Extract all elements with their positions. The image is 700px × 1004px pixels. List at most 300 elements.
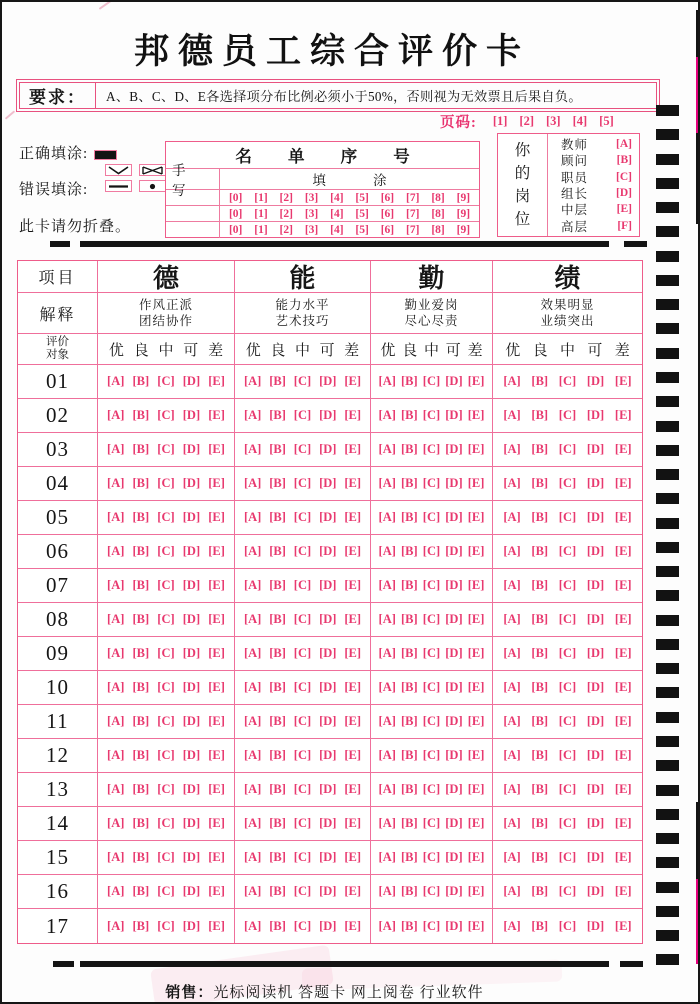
option-bubble[interactable]: [E] bbox=[467, 918, 485, 933]
option-bubble[interactable]: [C] bbox=[157, 408, 175, 422]
page-number-bubble[interactable]: [3] bbox=[546, 113, 561, 128]
option-bubble[interactable]: [C] bbox=[422, 476, 441, 490]
option-bubble[interactable]: [E] bbox=[614, 646, 632, 660]
option-bubble[interactable]: [E] bbox=[208, 816, 225, 830]
option-bubble[interactable]: [B] bbox=[132, 578, 150, 592]
digit-bubble[interactable]: [2] bbox=[279, 191, 293, 204]
option-bubble[interactable]: [B] bbox=[401, 918, 418, 933]
digit-bubble[interactable]: [7] bbox=[406, 224, 420, 236]
digit-bubble[interactable]: [3] bbox=[304, 207, 319, 220]
option-bubble[interactable]: [C] bbox=[558, 612, 577, 626]
digit-bubble[interactable]: [0] bbox=[228, 224, 243, 236]
option-bubble[interactable]: [B] bbox=[269, 408, 286, 422]
digit-bubble[interactable]: [6] bbox=[380, 191, 395, 204]
option-bubble[interactable]: [B] bbox=[401, 646, 418, 660]
option-bubble[interactable]: [D] bbox=[182, 510, 201, 524]
option-bubble[interactable]: [E] bbox=[208, 578, 225, 592]
option-bubble[interactable]: [B] bbox=[132, 816, 150, 830]
option-bubble[interactable]: [E] bbox=[614, 476, 632, 490]
option-bubble[interactable]: [E] bbox=[614, 612, 632, 626]
option-bubble[interactable]: [C] bbox=[558, 714, 577, 728]
option-bubble[interactable]: [D] bbox=[586, 782, 605, 796]
option-bubble[interactable]: [D] bbox=[182, 680, 201, 694]
option-bubble[interactable]: [D] bbox=[445, 714, 463, 728]
option-bubble[interactable]: [D] bbox=[319, 544, 337, 558]
option-bubble[interactable]: [A] bbox=[378, 748, 396, 762]
option-bubble[interactable]: [D] bbox=[182, 408, 201, 422]
option-bubble[interactable]: [E] bbox=[614, 918, 632, 933]
option-bubble[interactable]: [B] bbox=[269, 918, 286, 933]
option-bubble[interactable]: [D] bbox=[319, 884, 337, 898]
option-bubble[interactable]: [C] bbox=[157, 748, 175, 762]
option-bubble[interactable]: [B] bbox=[132, 612, 150, 626]
option-bubble[interactable]: [E] bbox=[344, 884, 361, 898]
digit-bubble[interactable]: [1] bbox=[254, 191, 268, 204]
option-bubble[interactable]: [D] bbox=[445, 442, 463, 456]
option-bubble[interactable]: [E] bbox=[344, 442, 361, 456]
option-bubble[interactable]: [C] bbox=[558, 408, 577, 422]
option-bubble[interactable]: [C] bbox=[293, 476, 312, 490]
digit-bubble[interactable]: [0] bbox=[228, 191, 243, 204]
option-bubble[interactable]: [A] bbox=[243, 374, 262, 388]
option-bubble[interactable]: [A] bbox=[243, 816, 262, 830]
option-bubble[interactable]: [D] bbox=[445, 578, 463, 592]
option-bubble[interactable]: [E] bbox=[344, 510, 361, 524]
option-bubble[interactable]: [C] bbox=[157, 578, 175, 592]
option-bubble[interactable]: [A] bbox=[107, 374, 125, 388]
option-bubble[interactable]: [C] bbox=[558, 884, 577, 898]
option-bubble[interactable]: [D] bbox=[182, 918, 201, 933]
option-bubble[interactable]: [C] bbox=[422, 850, 441, 864]
option-bubble[interactable]: [B] bbox=[401, 476, 418, 490]
option-bubble[interactable]: [E] bbox=[467, 442, 485, 456]
option-bubble[interactable]: [C] bbox=[558, 918, 577, 933]
option-bubble[interactable]: [B] bbox=[269, 374, 286, 388]
option-bubble[interactable]: [C] bbox=[558, 510, 577, 524]
option-bubble[interactable]: [E] bbox=[614, 850, 632, 864]
option-bubble[interactable]: [B] bbox=[531, 884, 549, 898]
option-bubble[interactable]: [D] bbox=[182, 850, 201, 864]
digit-bubble[interactable]: [8] bbox=[431, 207, 445, 220]
option-bubble[interactable]: [A] bbox=[243, 850, 262, 864]
option-bubble[interactable]: [B] bbox=[531, 442, 549, 456]
handwrite-cell[interactable] bbox=[166, 206, 220, 221]
option-bubble[interactable]: [D] bbox=[445, 884, 463, 898]
option-bubble[interactable]: [A] bbox=[107, 408, 125, 422]
digit-bubble[interactable]: [5] bbox=[355, 224, 369, 236]
option-bubble[interactable]: [C] bbox=[422, 748, 441, 762]
option-bubble[interactable]: [B] bbox=[269, 850, 286, 864]
option-bubble[interactable]: [A] bbox=[107, 850, 125, 864]
option-bubble[interactable]: [D] bbox=[586, 612, 605, 626]
option-bubble[interactable]: [B] bbox=[132, 884, 150, 898]
option-bubble[interactable]: [A] bbox=[503, 408, 521, 422]
option-bubble[interactable]: [C] bbox=[422, 408, 441, 422]
option-bubble[interactable]: [C] bbox=[422, 782, 441, 796]
option-bubble[interactable]: [D] bbox=[586, 918, 605, 933]
option-bubble[interactable]: [D] bbox=[445, 374, 463, 388]
digit-bubble[interactable]: [6] bbox=[380, 207, 395, 220]
option-bubble[interactable]: [E] bbox=[467, 544, 485, 558]
option-bubble[interactable]: [E] bbox=[467, 816, 485, 830]
option-bubble[interactable]: [A] bbox=[378, 918, 396, 933]
option-bubble[interactable]: [B] bbox=[132, 442, 150, 456]
digit-bubble[interactable]: [2] bbox=[279, 224, 293, 236]
option-bubble[interactable]: [E] bbox=[208, 544, 225, 558]
option-bubble[interactable]: [D] bbox=[586, 646, 605, 660]
option-bubble[interactable]: [D] bbox=[182, 442, 201, 456]
option-bubble[interactable]: [C] bbox=[422, 578, 441, 592]
option-bubble[interactable]: [C] bbox=[293, 612, 312, 626]
option-bubble[interactable]: [B] bbox=[401, 612, 418, 626]
option-bubble[interactable]: [E] bbox=[614, 714, 632, 728]
option-bubble[interactable]: [B] bbox=[531, 748, 549, 762]
option-bubble[interactable]: [E] bbox=[208, 374, 225, 388]
option-bubble[interactable]: [B] bbox=[401, 408, 418, 422]
option-bubble[interactable]: [E] bbox=[208, 884, 225, 898]
option-bubble[interactable]: [A] bbox=[503, 646, 521, 660]
option-bubble[interactable]: [C] bbox=[422, 816, 441, 830]
option-bubble[interactable]: [C] bbox=[157, 714, 175, 728]
option-bubble[interactable]: [C] bbox=[422, 680, 441, 694]
option-bubble[interactable]: [B] bbox=[401, 510, 418, 524]
option-bubble[interactable]: [A] bbox=[243, 884, 262, 898]
option-bubble[interactable]: [D] bbox=[319, 816, 337, 830]
option-bubble[interactable]: [B] bbox=[531, 782, 549, 796]
option-bubble[interactable]: [C] bbox=[293, 374, 312, 388]
option-bubble[interactable]: [C] bbox=[293, 680, 312, 694]
option-bubble[interactable]: [C] bbox=[558, 544, 577, 558]
option-bubble[interactable]: [A] bbox=[503, 476, 521, 490]
option-bubble[interactable]: [D] bbox=[319, 680, 337, 694]
option-bubble[interactable]: [B] bbox=[401, 544, 418, 558]
option-bubble[interactable]: [C] bbox=[422, 646, 441, 660]
option-bubble[interactable]: [E] bbox=[208, 748, 225, 762]
page-number-bubble[interactable]: [1] bbox=[492, 113, 508, 128]
option-bubble[interactable]: [C] bbox=[293, 714, 312, 728]
option-bubble[interactable]: [B] bbox=[132, 408, 150, 422]
option-bubble[interactable]: [A] bbox=[243, 714, 262, 728]
option-bubble[interactable]: [D] bbox=[445, 510, 463, 524]
option-bubble[interactable]: [B] bbox=[531, 680, 549, 694]
digit-bubble[interactable]: [2] bbox=[279, 207, 293, 220]
option-bubble[interactable]: [C] bbox=[157, 918, 175, 933]
option-bubble[interactable]: [A] bbox=[378, 544, 396, 558]
option-bubble[interactable]: [C] bbox=[293, 544, 312, 558]
option-bubble[interactable]: [C] bbox=[558, 578, 577, 592]
option-bubble[interactable]: [E] bbox=[614, 748, 632, 762]
option-bubble[interactable]: [D] bbox=[586, 748, 605, 762]
option-bubble[interactable]: [C] bbox=[293, 408, 312, 422]
option-bubble[interactable]: [E] bbox=[614, 578, 632, 592]
option-bubble[interactable]: [B] bbox=[401, 748, 418, 762]
option-bubble[interactable]: [C] bbox=[157, 612, 175, 626]
option-bubble[interactable]: [E] bbox=[614, 782, 632, 796]
option-bubble[interactable]: [A] bbox=[378, 714, 396, 728]
digit-bubble[interactable]: [9] bbox=[456, 224, 471, 236]
option-bubble[interactable]: [C] bbox=[293, 782, 312, 796]
option-bubble[interactable]: [E] bbox=[467, 612, 485, 626]
option-bubble[interactable]: [D] bbox=[586, 544, 605, 558]
option-bubble[interactable]: [C] bbox=[558, 748, 577, 762]
option-bubble[interactable]: [A] bbox=[503, 374, 521, 388]
digit-bubble[interactable]: [4] bbox=[330, 191, 344, 204]
option-bubble[interactable]: [D] bbox=[445, 680, 463, 694]
digit-bubble[interactable]: [7] bbox=[406, 207, 420, 220]
option-bubble[interactable]: [A] bbox=[378, 374, 396, 388]
option-bubble[interactable]: [A] bbox=[378, 646, 396, 660]
option-bubble[interactable]: [A] bbox=[378, 782, 396, 796]
option-bubble[interactable]: [A] bbox=[243, 510, 262, 524]
option-bubble[interactable]: [E] bbox=[208, 918, 225, 933]
option-bubble[interactable]: [C] bbox=[157, 476, 175, 490]
option-bubble[interactable]: [B] bbox=[401, 374, 418, 388]
option-bubble[interactable]: [A] bbox=[378, 884, 396, 898]
position-bubble[interactable]: [F] bbox=[617, 219, 632, 232]
option-bubble[interactable]: [A] bbox=[378, 476, 396, 490]
option-bubble[interactable]: [B] bbox=[401, 714, 418, 728]
option-bubble[interactable]: [E] bbox=[467, 476, 485, 490]
option-bubble[interactable]: [A] bbox=[503, 850, 521, 864]
option-bubble[interactable]: [B] bbox=[132, 544, 150, 558]
option-bubble[interactable]: [E] bbox=[467, 374, 485, 388]
option-bubble[interactable]: [E] bbox=[467, 884, 485, 898]
option-bubble[interactable]: [B] bbox=[269, 442, 286, 456]
option-bubble[interactable]: [B] bbox=[401, 884, 418, 898]
option-bubble[interactable]: [A] bbox=[107, 748, 125, 762]
option-bubble[interactable]: [B] bbox=[269, 714, 286, 728]
option-bubble[interactable]: [B] bbox=[401, 578, 418, 592]
position-bubble[interactable]: [C] bbox=[616, 170, 632, 183]
option-bubble[interactable]: [A] bbox=[107, 544, 125, 558]
option-bubble[interactable]: [D] bbox=[445, 408, 463, 422]
option-bubble[interactable]: [E] bbox=[344, 646, 361, 660]
option-bubble[interactable]: [D] bbox=[319, 918, 337, 933]
option-bubble[interactable]: [B] bbox=[531, 374, 549, 388]
option-bubble[interactable]: [B] bbox=[531, 714, 549, 728]
option-bubble[interactable]: [D] bbox=[586, 680, 605, 694]
digit-bubble[interactable]: [8] bbox=[431, 224, 445, 236]
page-number-bubble[interactable]: [4] bbox=[572, 113, 588, 128]
handwrite-cell[interactable] bbox=[166, 190, 220, 205]
option-bubble[interactable]: [E] bbox=[208, 680, 225, 694]
option-bubble[interactable]: [E] bbox=[467, 408, 485, 422]
option-bubble[interactable]: [E] bbox=[614, 544, 632, 558]
option-bubble[interactable]: [D] bbox=[586, 816, 605, 830]
option-bubble[interactable]: [A] bbox=[503, 442, 521, 456]
option-bubble[interactable]: [B] bbox=[132, 646, 150, 660]
option-bubble[interactable]: [C] bbox=[157, 782, 175, 796]
option-bubble[interactable]: [C] bbox=[293, 918, 312, 933]
option-bubble[interactable]: [A] bbox=[503, 578, 521, 592]
option-bubble[interactable]: [C] bbox=[558, 816, 577, 830]
option-bubble[interactable]: [B] bbox=[269, 612, 286, 626]
option-bubble[interactable]: [C] bbox=[558, 442, 577, 456]
digit-bubble[interactable]: [5] bbox=[355, 191, 369, 204]
option-bubble[interactable]: [C] bbox=[157, 510, 175, 524]
option-bubble[interactable]: [E] bbox=[344, 748, 361, 762]
option-bubble[interactable]: [D] bbox=[319, 612, 337, 626]
option-bubble[interactable]: [A] bbox=[243, 544, 262, 558]
digit-bubble[interactable]: [3] bbox=[304, 191, 319, 204]
option-bubble[interactable]: [A] bbox=[503, 782, 521, 796]
option-bubble[interactable]: [D] bbox=[319, 476, 337, 490]
digit-bubble[interactable]: [6] bbox=[380, 224, 395, 236]
option-bubble[interactable]: [D] bbox=[445, 544, 463, 558]
digit-bubble[interactable]: [8] bbox=[431, 191, 445, 204]
digit-bubble[interactable]: [5] bbox=[355, 207, 369, 220]
option-bubble[interactable]: [A] bbox=[107, 578, 125, 592]
option-bubble[interactable]: [D] bbox=[182, 748, 201, 762]
option-bubble[interactable]: [C] bbox=[422, 544, 441, 558]
option-bubble[interactable]: [E] bbox=[344, 578, 361, 592]
option-bubble[interactable]: [B] bbox=[269, 544, 286, 558]
option-bubble[interactable]: [A] bbox=[503, 544, 521, 558]
option-bubble[interactable]: [A] bbox=[243, 476, 262, 490]
option-bubble[interactable]: [C] bbox=[422, 374, 441, 388]
option-bubble[interactable]: [A] bbox=[107, 918, 125, 933]
option-bubble[interactable]: [D] bbox=[319, 850, 337, 864]
option-bubble[interactable]: [E] bbox=[344, 680, 361, 694]
option-bubble[interactable]: [D] bbox=[445, 476, 463, 490]
option-bubble[interactable]: [A] bbox=[107, 714, 125, 728]
option-bubble[interactable]: [C] bbox=[422, 714, 441, 728]
option-bubble[interactable]: [D] bbox=[182, 612, 201, 626]
option-bubble[interactable]: [D] bbox=[182, 578, 201, 592]
option-bubble[interactable]: [E] bbox=[208, 714, 225, 728]
option-bubble[interactable]: [E] bbox=[344, 408, 361, 422]
option-bubble[interactable]: [D] bbox=[445, 748, 463, 762]
option-bubble[interactable]: [B] bbox=[531, 850, 549, 864]
option-bubble[interactable]: [E] bbox=[614, 816, 632, 830]
option-bubble[interactable]: [E] bbox=[344, 850, 361, 864]
option-bubble[interactable]: [D] bbox=[182, 884, 201, 898]
digit-bubble[interactable]: [4] bbox=[330, 224, 344, 236]
option-bubble[interactable]: [D] bbox=[182, 714, 201, 728]
option-bubble[interactable]: [B] bbox=[132, 782, 150, 796]
option-bubble[interactable]: [B] bbox=[531, 476, 549, 490]
handwrite-cell[interactable] bbox=[166, 222, 220, 238]
option-bubble[interactable]: [C] bbox=[558, 680, 577, 694]
option-bubble[interactable]: [A] bbox=[243, 442, 262, 456]
option-bubble[interactable]: [D] bbox=[319, 714, 337, 728]
option-bubble[interactable]: [E] bbox=[467, 646, 485, 660]
option-bubble[interactable]: [D] bbox=[319, 646, 337, 660]
option-bubble[interactable]: [C] bbox=[558, 646, 577, 660]
option-bubble[interactable]: [A] bbox=[243, 646, 262, 660]
option-bubble[interactable]: [A] bbox=[378, 442, 396, 456]
option-bubble[interactable]: [E] bbox=[614, 510, 632, 524]
option-bubble[interactable]: [D] bbox=[445, 918, 463, 933]
option-bubble[interactable]: [B] bbox=[531, 408, 549, 422]
option-bubble[interactable]: [A] bbox=[378, 680, 396, 694]
option-bubble[interactable]: [B] bbox=[401, 782, 418, 796]
option-bubble[interactable]: [E] bbox=[208, 476, 225, 490]
position-bubble[interactable]: [B] bbox=[616, 154, 632, 167]
option-bubble[interactable]: [A] bbox=[243, 408, 262, 422]
option-bubble[interactable]: [C] bbox=[422, 442, 441, 456]
option-bubble[interactable]: [A] bbox=[503, 714, 521, 728]
option-bubble[interactable]: [C] bbox=[558, 782, 577, 796]
option-bubble[interactable]: [D] bbox=[182, 544, 201, 558]
option-bubble[interactable]: [D] bbox=[586, 442, 605, 456]
option-bubble[interactable]: [C] bbox=[157, 442, 175, 456]
option-bubble[interactable]: [D] bbox=[586, 476, 605, 490]
option-bubble[interactable]: [D] bbox=[586, 578, 605, 592]
option-bubble[interactable]: [C] bbox=[157, 544, 175, 558]
option-bubble[interactable]: [E] bbox=[614, 374, 632, 388]
option-bubble[interactable]: [E] bbox=[344, 612, 361, 626]
digit-bubble[interactable]: [4] bbox=[330, 207, 344, 220]
option-bubble[interactable]: [D] bbox=[182, 476, 201, 490]
option-bubble[interactable]: [D] bbox=[319, 442, 337, 456]
option-bubble[interactable]: [C] bbox=[293, 578, 312, 592]
option-bubble[interactable]: [D] bbox=[319, 408, 337, 422]
option-bubble[interactable]: [D] bbox=[182, 782, 201, 796]
option-bubble[interactable]: [E] bbox=[467, 578, 485, 592]
option-bubble[interactable]: [E] bbox=[467, 510, 485, 524]
option-bubble[interactable]: [E] bbox=[208, 782, 225, 796]
option-bubble[interactable]: [D] bbox=[445, 646, 463, 660]
option-bubble[interactable]: [D] bbox=[319, 510, 337, 524]
option-bubble[interactable]: [E] bbox=[344, 544, 361, 558]
option-bubble[interactable]: [E] bbox=[208, 442, 225, 456]
option-bubble[interactable]: [C] bbox=[422, 510, 441, 524]
option-bubble[interactable]: [A] bbox=[503, 612, 521, 626]
option-bubble[interactable]: [E] bbox=[208, 612, 225, 626]
digit-bubble[interactable]: [0] bbox=[228, 207, 243, 220]
option-bubble[interactable]: [E] bbox=[344, 782, 361, 796]
option-bubble[interactable]: [C] bbox=[293, 646, 312, 660]
option-bubble[interactable]: [A] bbox=[503, 884, 521, 898]
option-bubble[interactable]: [E] bbox=[344, 918, 361, 933]
option-bubble[interactable]: [A] bbox=[503, 748, 521, 762]
option-bubble[interactable]: [B] bbox=[132, 680, 150, 694]
option-bubble[interactable]: [B] bbox=[269, 680, 286, 694]
option-bubble[interactable]: [D] bbox=[586, 884, 605, 898]
option-bubble[interactable]: [E] bbox=[467, 748, 485, 762]
option-bubble[interactable]: [B] bbox=[132, 918, 150, 933]
option-bubble[interactable]: [C] bbox=[157, 850, 175, 864]
digit-bubble[interactable]: [9] bbox=[456, 191, 471, 204]
option-bubble[interactable]: [A] bbox=[107, 816, 125, 830]
option-bubble[interactable]: [A] bbox=[503, 816, 521, 830]
option-bubble[interactable]: [E] bbox=[208, 408, 225, 422]
option-bubble[interactable]: [A] bbox=[107, 510, 125, 524]
option-bubble[interactable]: [D] bbox=[445, 782, 463, 796]
option-bubble[interactable]: [D] bbox=[319, 748, 337, 762]
option-bubble[interactable]: [E] bbox=[208, 850, 225, 864]
option-bubble[interactable]: [B] bbox=[132, 374, 150, 388]
option-bubble[interactable]: [B] bbox=[132, 850, 150, 864]
option-bubble[interactable]: [D] bbox=[319, 374, 337, 388]
option-bubble[interactable]: [A] bbox=[378, 408, 396, 422]
option-bubble[interactable]: [C] bbox=[558, 374, 577, 388]
option-bubble[interactable]: [C] bbox=[293, 510, 312, 524]
digit-bubble[interactable]: [9] bbox=[456, 207, 471, 220]
option-bubble[interactable]: [C] bbox=[422, 884, 441, 898]
option-bubble[interactable]: [A] bbox=[243, 612, 262, 626]
option-bubble[interactable]: [C] bbox=[157, 374, 175, 388]
page-number-bubble[interactable]: [2] bbox=[519, 113, 534, 128]
option-bubble[interactable]: [D] bbox=[182, 374, 201, 388]
option-bubble[interactable]: [E] bbox=[467, 782, 485, 796]
option-bubble[interactable]: [A] bbox=[503, 680, 521, 694]
option-bubble[interactable]: [B] bbox=[269, 578, 286, 592]
option-bubble[interactable]: [A] bbox=[107, 476, 125, 490]
option-bubble[interactable]: [C] bbox=[157, 816, 175, 830]
option-bubble[interactable]: [C] bbox=[293, 442, 312, 456]
